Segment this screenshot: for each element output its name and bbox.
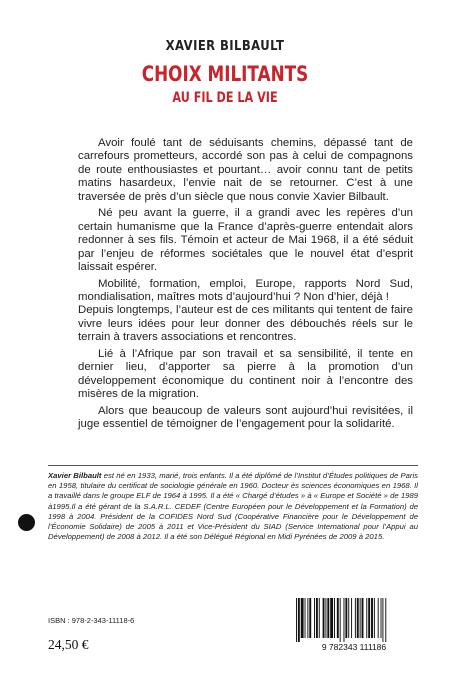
- barcode-bar: [382, 598, 383, 642]
- barcode-bar: [305, 598, 306, 638]
- barcode-bar: [348, 598, 349, 638]
- barcode-bar: [337, 598, 339, 638]
- barcode-bar: [323, 598, 325, 638]
- barcode-bar: [366, 598, 367, 638]
- barcode-bar: [362, 598, 364, 638]
- author-bio: [48, 471, 418, 542]
- barcode-bar: [355, 598, 356, 638]
- barcode-bar: [344, 598, 345, 642]
- barcode-bar: [351, 598, 352, 638]
- barcode-bar: [298, 598, 300, 642]
- barcode-bar: [357, 598, 359, 638]
- barcode-bar: [381, 598, 382, 638]
- blurb-paragraph-5: Lié à l’Afrique par son travail et sa sensibilité, il tente en dernier lieu, d’apporter sa pierre à la promotion d’un développement économique du continent noir à l’encontre des misères de la migration.: [78, 347, 413, 401]
- blurb-text: [78, 137, 413, 435]
- barcode-bar: [340, 598, 341, 642]
- bio-author-name: Xavier Bilbault: [48, 471, 102, 480]
- barcode-bar: [378, 598, 379, 638]
- blurb-paragraph-1: Avoir foulé tant de séduisants chemins, dépassé tant de carrefours prometteurs, accordé son pas à celui de compagnons de route enthousiastes et pourtant… avoir connu tant de petits matins hasardeux, l’envie nait de se retourner. C’est à une traversée de près d’un siècle que nous convie Xavier Bilbault.: [78, 137, 413, 203]
- divider-line: [48, 465, 418, 466]
- barcode-bars: [296, 598, 386, 642]
- price-text: 24,50 €: [48, 637, 89, 652]
- barcode-bar: [374, 598, 375, 638]
- barcode-bar: [371, 598, 373, 638]
- barcode-bar: [301, 598, 304, 638]
- barcode-bar: [334, 598, 335, 638]
- book-subtitle: AU FIL DE LA VIE: [172, 90, 278, 106]
- barcode-bar: [368, 598, 370, 638]
- barcode-bar: [316, 598, 318, 638]
- barcode-bar: [309, 598, 311, 638]
- barcode-digits: 9 782343 111186: [321, 642, 387, 652]
- blurb-paragraph-4: Depuis longtemps, l’auteur est de ces militants qui tentent de faire vivre leurs idées pour leur donner des débouchés réels sur le terrain à travers associations et rencontres.: [78, 304, 413, 344]
- bio-text: est né en 1933, marié, trois enfants. Il a été diplômé de l’Institut d’Études politiques de Paris en 1958, titulaire du certificat de sociologie générale en 1960. Docteur ès sciences économiques en 1968. Il a travaillé dans le groupe ELF de 1964 à 1995. Il a été « Chargé d’études » à « Europe et Société » de 1989 à1995.Il a été gérant de la S.A.R.L. CEDEF (Centre Européen pour le Développement et la Formation) de 1998 à 2004. Président de la COFIDES Nord Sud (Coopérative Financière pour le Développement de l’Économie Solidaire) de 2005 à 2011 et Vice-Président du SIAD (Service International pour l’Appui au Développement) de 2008 à 2012. Il a été son Délégué Régional en Midi Pyrénées de 2009 à 2015.: [48, 471, 418, 542]
- barcode-bar: [330, 598, 333, 638]
- barcode-bar: [360, 598, 361, 638]
- barcode-bar: [327, 598, 329, 638]
- blurb-paragraph-2: Né peu avant la guerre, il a grandi avec les repères d’un certain humanisme que la France d’après-guerre entendait alors redonner à ses fils. Témoin et acteur de Mai 1968, il a été séduit par l’enjeu de réformes sociétales que le nouvel état d’esprit laissait espérer.: [78, 207, 413, 274]
- barcode-bar: [307, 598, 308, 638]
- isbn-text: ISBN : 978-2-343-11118-6: [48, 616, 135, 625]
- barcode-bar: [345, 598, 347, 638]
- blurb-paragraph-3: Mobilité, formation, emploi, Europe, rapports Nord Sud, mondialisation, maîtres mots d’aujourd’hui ? Non d’hier, déjà !: [78, 277, 413, 303]
- blurb-paragraph-6: Alors que beaucoup de valeurs sont aujourd’hui revisitées, il juge essentiel de témoigner de l’engagement pour la solidarité.: [78, 404, 413, 431]
- barcode-bar: [296, 598, 297, 642]
- author-name: XAVIER BILBAULT: [165, 38, 285, 54]
- book-title: CHOIX MILITANTS: [141, 62, 309, 86]
- barcode: [288, 596, 418, 652]
- barcode-bar: [325, 598, 326, 638]
- barcode-bar: [314, 598, 315, 638]
- black-dot-icon: [18, 514, 35, 531]
- barcode-bar: [385, 598, 386, 642]
- barcode-bar: [319, 598, 320, 638]
